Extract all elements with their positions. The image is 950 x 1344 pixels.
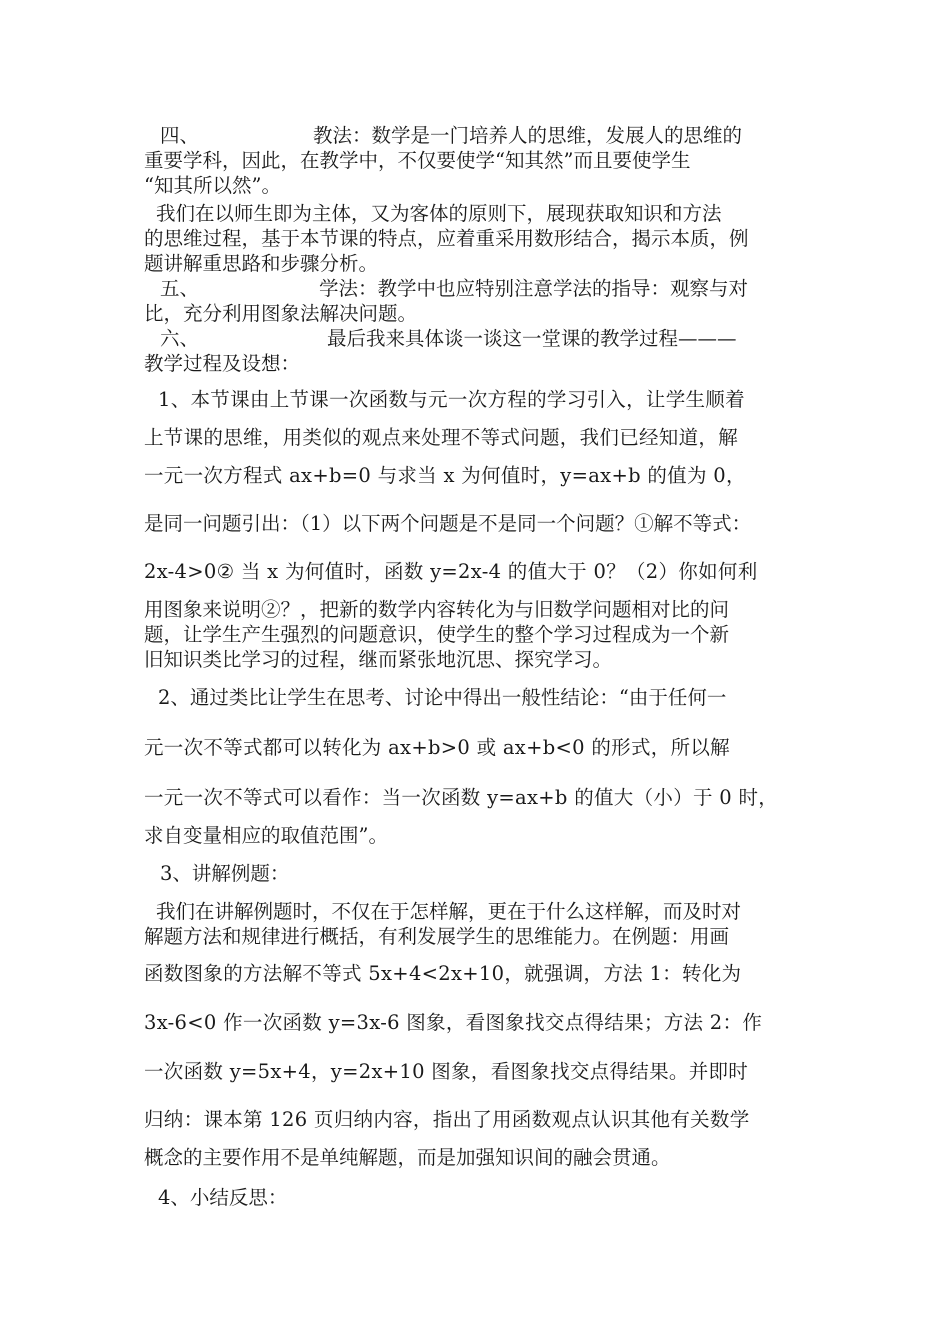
principle-line-2: 的思维过程，基于本节课的特点，应着重采用数形结合，揭示本质，例: [144, 227, 749, 250]
section-4-line-2: 重要学科，因此，在教学中，不仅要使学“知其然”而且要使学生: [144, 149, 691, 172]
principle-line-3: 题讲解重思路和步骤分析。: [144, 252, 379, 275]
section-6-label: 六、: [160, 327, 200, 350]
section-4-label: 四、: [160, 124, 200, 147]
item-2-line-3: 一元一次不等式可以看作：当一次函数 y=ax+b 的值大（小）于 0 时，: [144, 786, 779, 809]
section-4-line-1: 四、 教法：数学是一门培养人的思维，发展人的思维的: [160, 124, 743, 147]
item-1-line-6: 用图象来说明②？，把新的数学内容转化为与旧数学问题相对比的问: [144, 598, 730, 621]
item-3-line-1: 我们在讲解例题时，不仅在于怎样解，更在于什么这样解，而及时对: [156, 900, 742, 923]
item-1-line-7: 题，让学生产生强烈的问题意识，使学生的整个学习过程成为一个新: [144, 623, 730, 646]
item-2-line-2: 元一次不等式都可以转化为 ax+b>0 或 ax+b<0 的形式，所以解: [144, 736, 730, 759]
item-3-line-4: 3x-6<0 作一次函数 y=3x-6 图象，看图象找交点得结果；方法 2：作: [144, 1011, 763, 1034]
principle-line-1: 我们在以师生即为主体，又为客体的原则下，展现获取知识和方法: [156, 202, 722, 225]
item-3-line-7: 概念的主要作用不是单纯解题，而是加强知识间的融会贯通。: [144, 1146, 671, 1169]
item-2-line-1: 2、通过类比让学生在思考、讨论中得出一般性结论：“由于任何一: [158, 686, 727, 709]
item-4-heading: 4、小结反思：: [158, 1186, 288, 1209]
item-1-line-8: 旧知识类比学习的过程，继而紧张地沉思、探究学习。: [144, 648, 613, 671]
section-5-label: 五、: [160, 277, 200, 300]
item-3-line-3: 函数图象的方法解不等式 5x+4<2x+10，就强调，方法 1：转化为: [144, 962, 742, 985]
section-5-line-2: 比，充分利用图象法解决问题。: [144, 302, 418, 325]
section-6-line-2: 教学过程及设想：: [144, 352, 301, 375]
item-1-line-2: 上节课的思维，用类似的观点来处理不等式问题，我们已经知道，解: [144, 426, 739, 449]
section-6-line-1: 六、 最后我来具体谈一谈这一堂课的教学过程———: [160, 327, 737, 350]
item-3-line-6: 归纳：课本第 126 页归纳内容，指出了用函数观点认识其他有关数学: [144, 1108, 750, 1131]
item-2-line-4: 求自变量相应的取值范围”。: [144, 824, 388, 847]
item-3-line-5: 一次函数 y=5x+4，y=2x+10 图象，看图象找交点得结果。并即时: [144, 1060, 749, 1083]
item-1-line-4: 是同一问题引出：（1）以下两个问题是不是同一个问题？①解不等式：: [144, 512, 752, 535]
section-5-line-1: 五、 学法：教学中也应特别注意学法的指导：观察与对: [160, 277, 749, 300]
item-1-line-3: 一元一次方程式 ax+b=0 与求当 x 为何值时，y=ax+b 的值为 0，: [144, 464, 746, 487]
item-3-line-2: 解题方法和规律进行概括，有利发展学生的思维能力。在例题：用画: [144, 925, 730, 948]
item-3-heading: 3、讲解例题：: [160, 862, 290, 885]
item-1-line-1: 1、本节课由上节课一次函数与元一次方程的学习引入，让学生顺着: [158, 388, 745, 411]
section-4-line-3: “知其所以然”。: [144, 174, 281, 197]
item-1-line-5: 2x-4>0② 当 x 为何值时，函数 y=2x-4 的值大于 0？（2）你如何利: [144, 560, 758, 583]
